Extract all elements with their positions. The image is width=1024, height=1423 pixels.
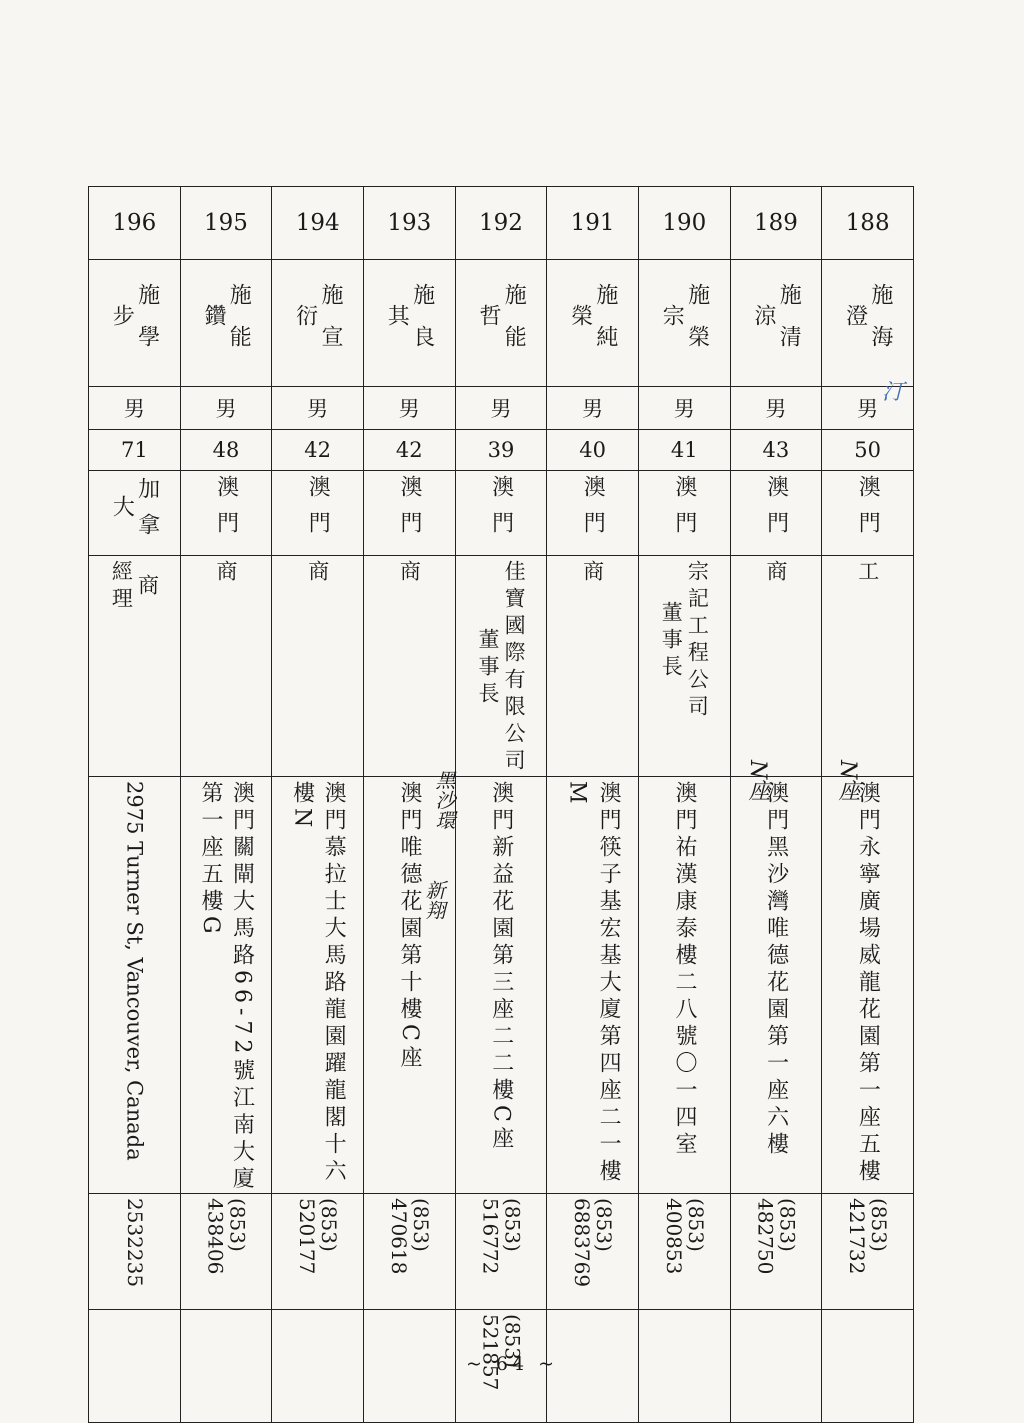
member-name: 施能哲 bbox=[475, 283, 527, 367]
telephone-line: 521857 bbox=[478, 1314, 503, 1391]
member-address-cell bbox=[730, 777, 822, 1194]
member-occupation: 商 bbox=[397, 560, 422, 587]
member-age-cell bbox=[822, 430, 914, 471]
member-age-cell bbox=[455, 430, 547, 471]
member-occupation: 商 bbox=[580, 560, 605, 587]
member-nationality-cell bbox=[363, 471, 455, 556]
member-sex: 男 bbox=[582, 397, 604, 421]
member-number: 193 bbox=[387, 210, 432, 236]
member-telephone-cell bbox=[822, 1194, 914, 1310]
member-nationality: 澳門 bbox=[671, 475, 697, 547]
handwritten-note-188: 汀 bbox=[882, 380, 905, 405]
member-number-cell bbox=[89, 187, 181, 260]
member-number: 189 bbox=[753, 210, 798, 236]
telephone-wrap bbox=[547, 1194, 638, 1287]
member-sex-cell bbox=[455, 387, 547, 430]
member-nationality: 澳門 bbox=[488, 475, 514, 547]
member-address-cell bbox=[822, 777, 914, 1194]
member-sex-cell bbox=[547, 387, 639, 430]
telephone-line: 2532235 bbox=[122, 1198, 147, 1288]
member-name-cell bbox=[272, 260, 364, 387]
handwritten-note-193b: 新翔 bbox=[422, 880, 446, 920]
occupation-wrap bbox=[181, 556, 272, 587]
member-occupation-cell bbox=[455, 556, 547, 777]
telephone-wrap bbox=[272, 1194, 363, 1274]
member-nationality: 澳門 bbox=[213, 475, 239, 547]
member-sex: 男 bbox=[215, 397, 237, 421]
member-sex-cell bbox=[638, 387, 730, 430]
member-name: 施能鑽 bbox=[200, 283, 252, 367]
table-row-name bbox=[89, 260, 914, 387]
member-name-cell bbox=[455, 260, 547, 387]
member-name-cell bbox=[547, 260, 639, 387]
member-name: 施純榮 bbox=[567, 283, 618, 367]
member-telephone-cell bbox=[730, 1194, 822, 1310]
member-number: 196 bbox=[112, 210, 157, 236]
member-nationality-cell bbox=[89, 471, 181, 556]
handwritten-note-189-address: N座 bbox=[745, 760, 770, 802]
table-row-nationality bbox=[89, 471, 914, 556]
member-occupation-cell bbox=[272, 556, 364, 777]
member-nationality-cell bbox=[272, 471, 364, 556]
occupation-wrap bbox=[364, 556, 455, 587]
member-address-cell bbox=[363, 777, 455, 1194]
member-age: 41 bbox=[670, 438, 698, 462]
address-line: 樓N bbox=[289, 781, 315, 833]
telephone-line: (853) bbox=[683, 1198, 708, 1253]
address-wrap bbox=[547, 777, 638, 1186]
address-line: 澳門永寧廣場威龍花園第一座五樓 bbox=[855, 781, 881, 1186]
member-name: 施海澄 bbox=[842, 283, 893, 367]
member-age-cell bbox=[547, 430, 639, 471]
member-nationality-cell bbox=[822, 471, 914, 556]
member-name: 施學步 bbox=[109, 283, 160, 367]
address-line: 2975 Turner St, Vancouver, Canada bbox=[122, 781, 147, 1161]
member-age: 43 bbox=[762, 438, 790, 462]
member-register-table bbox=[88, 186, 914, 1423]
table-row-occupation bbox=[89, 556, 914, 777]
telephone-line: 516772 bbox=[478, 1198, 503, 1275]
member-occupation-cell bbox=[89, 556, 181, 777]
address-wrap bbox=[181, 777, 272, 1193]
member-number-cell bbox=[363, 187, 455, 260]
member-occupation-title: 董事長 bbox=[475, 627, 500, 709]
telephone-wrap bbox=[364, 1194, 455, 1274]
telephone-line: 482750 bbox=[753, 1198, 778, 1275]
member-number-cell bbox=[547, 187, 639, 260]
member-nationality-cell bbox=[638, 471, 730, 556]
address-line: 第一座五樓G bbox=[197, 781, 223, 939]
telephone-line: (853) bbox=[500, 1314, 525, 1369]
occupation-wrap bbox=[547, 556, 638, 587]
occupation-wrap bbox=[456, 556, 547, 776]
member-age-cell bbox=[638, 430, 730, 471]
member-number-cell bbox=[180, 187, 272, 260]
member-sex: 男 bbox=[398, 397, 420, 421]
occupation-wrap bbox=[822, 556, 913, 587]
occupation-wrap bbox=[272, 556, 363, 587]
member-occupation-cell bbox=[547, 556, 639, 777]
address-wrap bbox=[89, 777, 180, 1161]
member-sex: 男 bbox=[490, 397, 512, 421]
member-nationality-cell bbox=[455, 471, 547, 556]
member-name-cell bbox=[730, 260, 822, 387]
member-nationality-cell bbox=[730, 471, 822, 556]
member-occupation: 宗記工程公司 bbox=[685, 560, 710, 722]
address-line: 澳門祐漢康泰樓二八號〇一四室 bbox=[672, 781, 698, 1159]
member-age-cell bbox=[272, 430, 364, 471]
member-occupation: 商 bbox=[305, 560, 330, 587]
occupation-wrap bbox=[639, 556, 730, 722]
member-telephone-cell bbox=[363, 1194, 455, 1310]
member-name: 施良其 bbox=[384, 283, 435, 367]
telephone-line: 6883769 bbox=[570, 1198, 595, 1288]
telephone-wrap bbox=[89, 1194, 180, 1287]
table-row-age bbox=[89, 430, 914, 471]
address-line: M bbox=[564, 781, 590, 809]
page-number: ~ 64 ~ bbox=[465, 1353, 559, 1375]
telephone-line: 438406 bbox=[203, 1198, 228, 1275]
member-occupation-cell bbox=[180, 556, 272, 777]
member-number: 191 bbox=[570, 210, 615, 236]
member-number-cell bbox=[638, 187, 730, 260]
member-sex: 男 bbox=[123, 397, 145, 421]
handwritten-note-193: 黑沙環 bbox=[432, 770, 456, 830]
occupation-wrap bbox=[731, 556, 822, 587]
telephone-line: (853) bbox=[408, 1198, 433, 1253]
member-name-cell bbox=[363, 260, 455, 387]
member-nationality: 澳門 bbox=[855, 475, 881, 547]
member-number-cell bbox=[730, 187, 822, 260]
member-nationality: 澳門 bbox=[580, 475, 606, 547]
member-age: 50 bbox=[854, 438, 881, 462]
member-nationality: 澳門 bbox=[396, 475, 422, 547]
telephone-wrap bbox=[639, 1194, 730, 1274]
member-sex-cell bbox=[89, 387, 181, 430]
address-line: 澳門關閘大馬路66-72號江南大廈 bbox=[229, 781, 255, 1194]
table-row-tel bbox=[89, 1194, 914, 1310]
member-name: 施榮宗 bbox=[659, 283, 710, 367]
telephone-wrap bbox=[456, 1310, 547, 1390]
table-row-sex bbox=[89, 387, 914, 430]
member-nationality: 澳門 bbox=[763, 475, 789, 547]
member-age: 48 bbox=[212, 438, 240, 462]
member-sex: 男 bbox=[673, 397, 695, 421]
member-number: 195 bbox=[204, 210, 248, 236]
member-address-cell bbox=[89, 777, 181, 1194]
member-occupation-title: 董事長 bbox=[659, 600, 684, 682]
member-occupation: 佳寶國際有限公司 bbox=[502, 560, 527, 776]
member-occupation-cell bbox=[822, 556, 914, 777]
member-age-cell bbox=[363, 430, 455, 471]
telephone-line: 520177 bbox=[295, 1198, 320, 1275]
telephone-wrap bbox=[456, 1194, 547, 1274]
member-occupation: 商 bbox=[135, 573, 160, 601]
address-line: 澳門唯德花園第十樓C座 bbox=[397, 781, 423, 1073]
member-name: 施宣衍 bbox=[292, 283, 343, 367]
member-number: 194 bbox=[295, 210, 340, 236]
member-telephone-cell bbox=[638, 1194, 730, 1310]
address-line: 澳門慕拉士大馬路龍園躍龍閣十六 bbox=[321, 781, 347, 1186]
member-address-cell bbox=[180, 777, 272, 1194]
member-occupation-cell bbox=[363, 556, 455, 777]
member-age: 42 bbox=[395, 438, 423, 462]
address-line: 澳門新益花園第三座二二樓C座 bbox=[488, 781, 514, 1154]
member-number: 188 bbox=[845, 210, 890, 236]
member-age-cell bbox=[89, 430, 181, 471]
member-sex: 男 bbox=[307, 397, 329, 421]
member-age: 40 bbox=[579, 438, 606, 462]
member-nationality-cell bbox=[547, 471, 639, 556]
member-number-cell bbox=[822, 187, 914, 260]
member-name: 施清涼 bbox=[750, 283, 802, 367]
telephone-wrap bbox=[731, 1194, 822, 1274]
member-occupation-cell bbox=[638, 556, 730, 777]
telephone-line: (853) bbox=[317, 1198, 342, 1253]
telephone-line: 400853 bbox=[661, 1198, 686, 1275]
telephone-line: (853) bbox=[592, 1198, 617, 1253]
address-line: 澳門黑沙灣唯德花園第一座六樓 bbox=[763, 781, 789, 1159]
member-name-cell bbox=[638, 260, 730, 387]
member-sex-cell bbox=[730, 387, 822, 430]
member-address-cell bbox=[547, 777, 639, 1194]
member-telephone-cell bbox=[89, 1194, 181, 1310]
member-nationality: 澳門 bbox=[305, 475, 331, 547]
member-address-cell bbox=[272, 777, 364, 1194]
member-address-cell bbox=[638, 777, 730, 1194]
occupation-wrap bbox=[89, 556, 180, 614]
address-line: 澳門筷子基宏基大廈第四座二一樓 bbox=[596, 781, 622, 1186]
member-age: 42 bbox=[304, 438, 331, 462]
member-nationality-cell bbox=[180, 471, 272, 556]
telephone-wrap bbox=[822, 1194, 913, 1274]
member-occupation-cell bbox=[730, 556, 822, 777]
member-sex-cell bbox=[272, 387, 364, 430]
member-number: 190 bbox=[662, 210, 707, 236]
member-age: 39 bbox=[487, 438, 515, 462]
member-sex: 男 bbox=[857, 397, 879, 421]
telephone-line: (853) bbox=[225, 1198, 250, 1253]
member-number-cell bbox=[455, 187, 547, 260]
telephone-line: 470618 bbox=[386, 1198, 411, 1275]
telephone-wrap bbox=[181, 1194, 272, 1274]
member-number: 192 bbox=[479, 210, 523, 236]
member-telephone-cell bbox=[547, 1194, 639, 1310]
address-wrap bbox=[272, 777, 363, 1186]
member-telephone-cell bbox=[455, 1194, 547, 1310]
member-name-cell bbox=[822, 260, 914, 387]
member-occupation: 商 bbox=[763, 560, 788, 587]
member-telephone-cell bbox=[272, 1194, 364, 1310]
member-sex-cell bbox=[363, 387, 455, 430]
table-row-address bbox=[89, 777, 914, 1194]
member-address-cell bbox=[455, 777, 547, 1194]
member-occupation: 商 bbox=[214, 560, 239, 587]
handwritten-note-188-address: N座 bbox=[835, 760, 860, 802]
member-nationality: 加拿大 bbox=[109, 477, 160, 549]
address-wrap bbox=[456, 777, 547, 1154]
address-wrap bbox=[822, 777, 913, 1186]
table-row-num bbox=[89, 187, 914, 260]
member-name-cell bbox=[180, 260, 272, 387]
member-age: 71 bbox=[120, 438, 148, 462]
address-wrap bbox=[639, 777, 730, 1159]
member-occupation-title: 經理 bbox=[109, 560, 134, 614]
address-wrap bbox=[731, 777, 822, 1159]
telephone-line: (853) bbox=[775, 1198, 800, 1253]
telephone-line: (853) bbox=[500, 1198, 525, 1253]
member-telephone-cell bbox=[180, 1194, 272, 1310]
member-name-cell bbox=[89, 260, 181, 387]
member-occupation: 工 bbox=[855, 560, 880, 587]
telephone-line: (853) bbox=[867, 1198, 892, 1253]
telephone-line: 421732 bbox=[845, 1198, 870, 1275]
member-sex: 男 bbox=[765, 397, 787, 421]
member-number-cell bbox=[272, 187, 364, 260]
member-sex-cell bbox=[180, 387, 272, 430]
member-age-cell bbox=[180, 430, 272, 471]
member-age-cell bbox=[730, 430, 822, 471]
